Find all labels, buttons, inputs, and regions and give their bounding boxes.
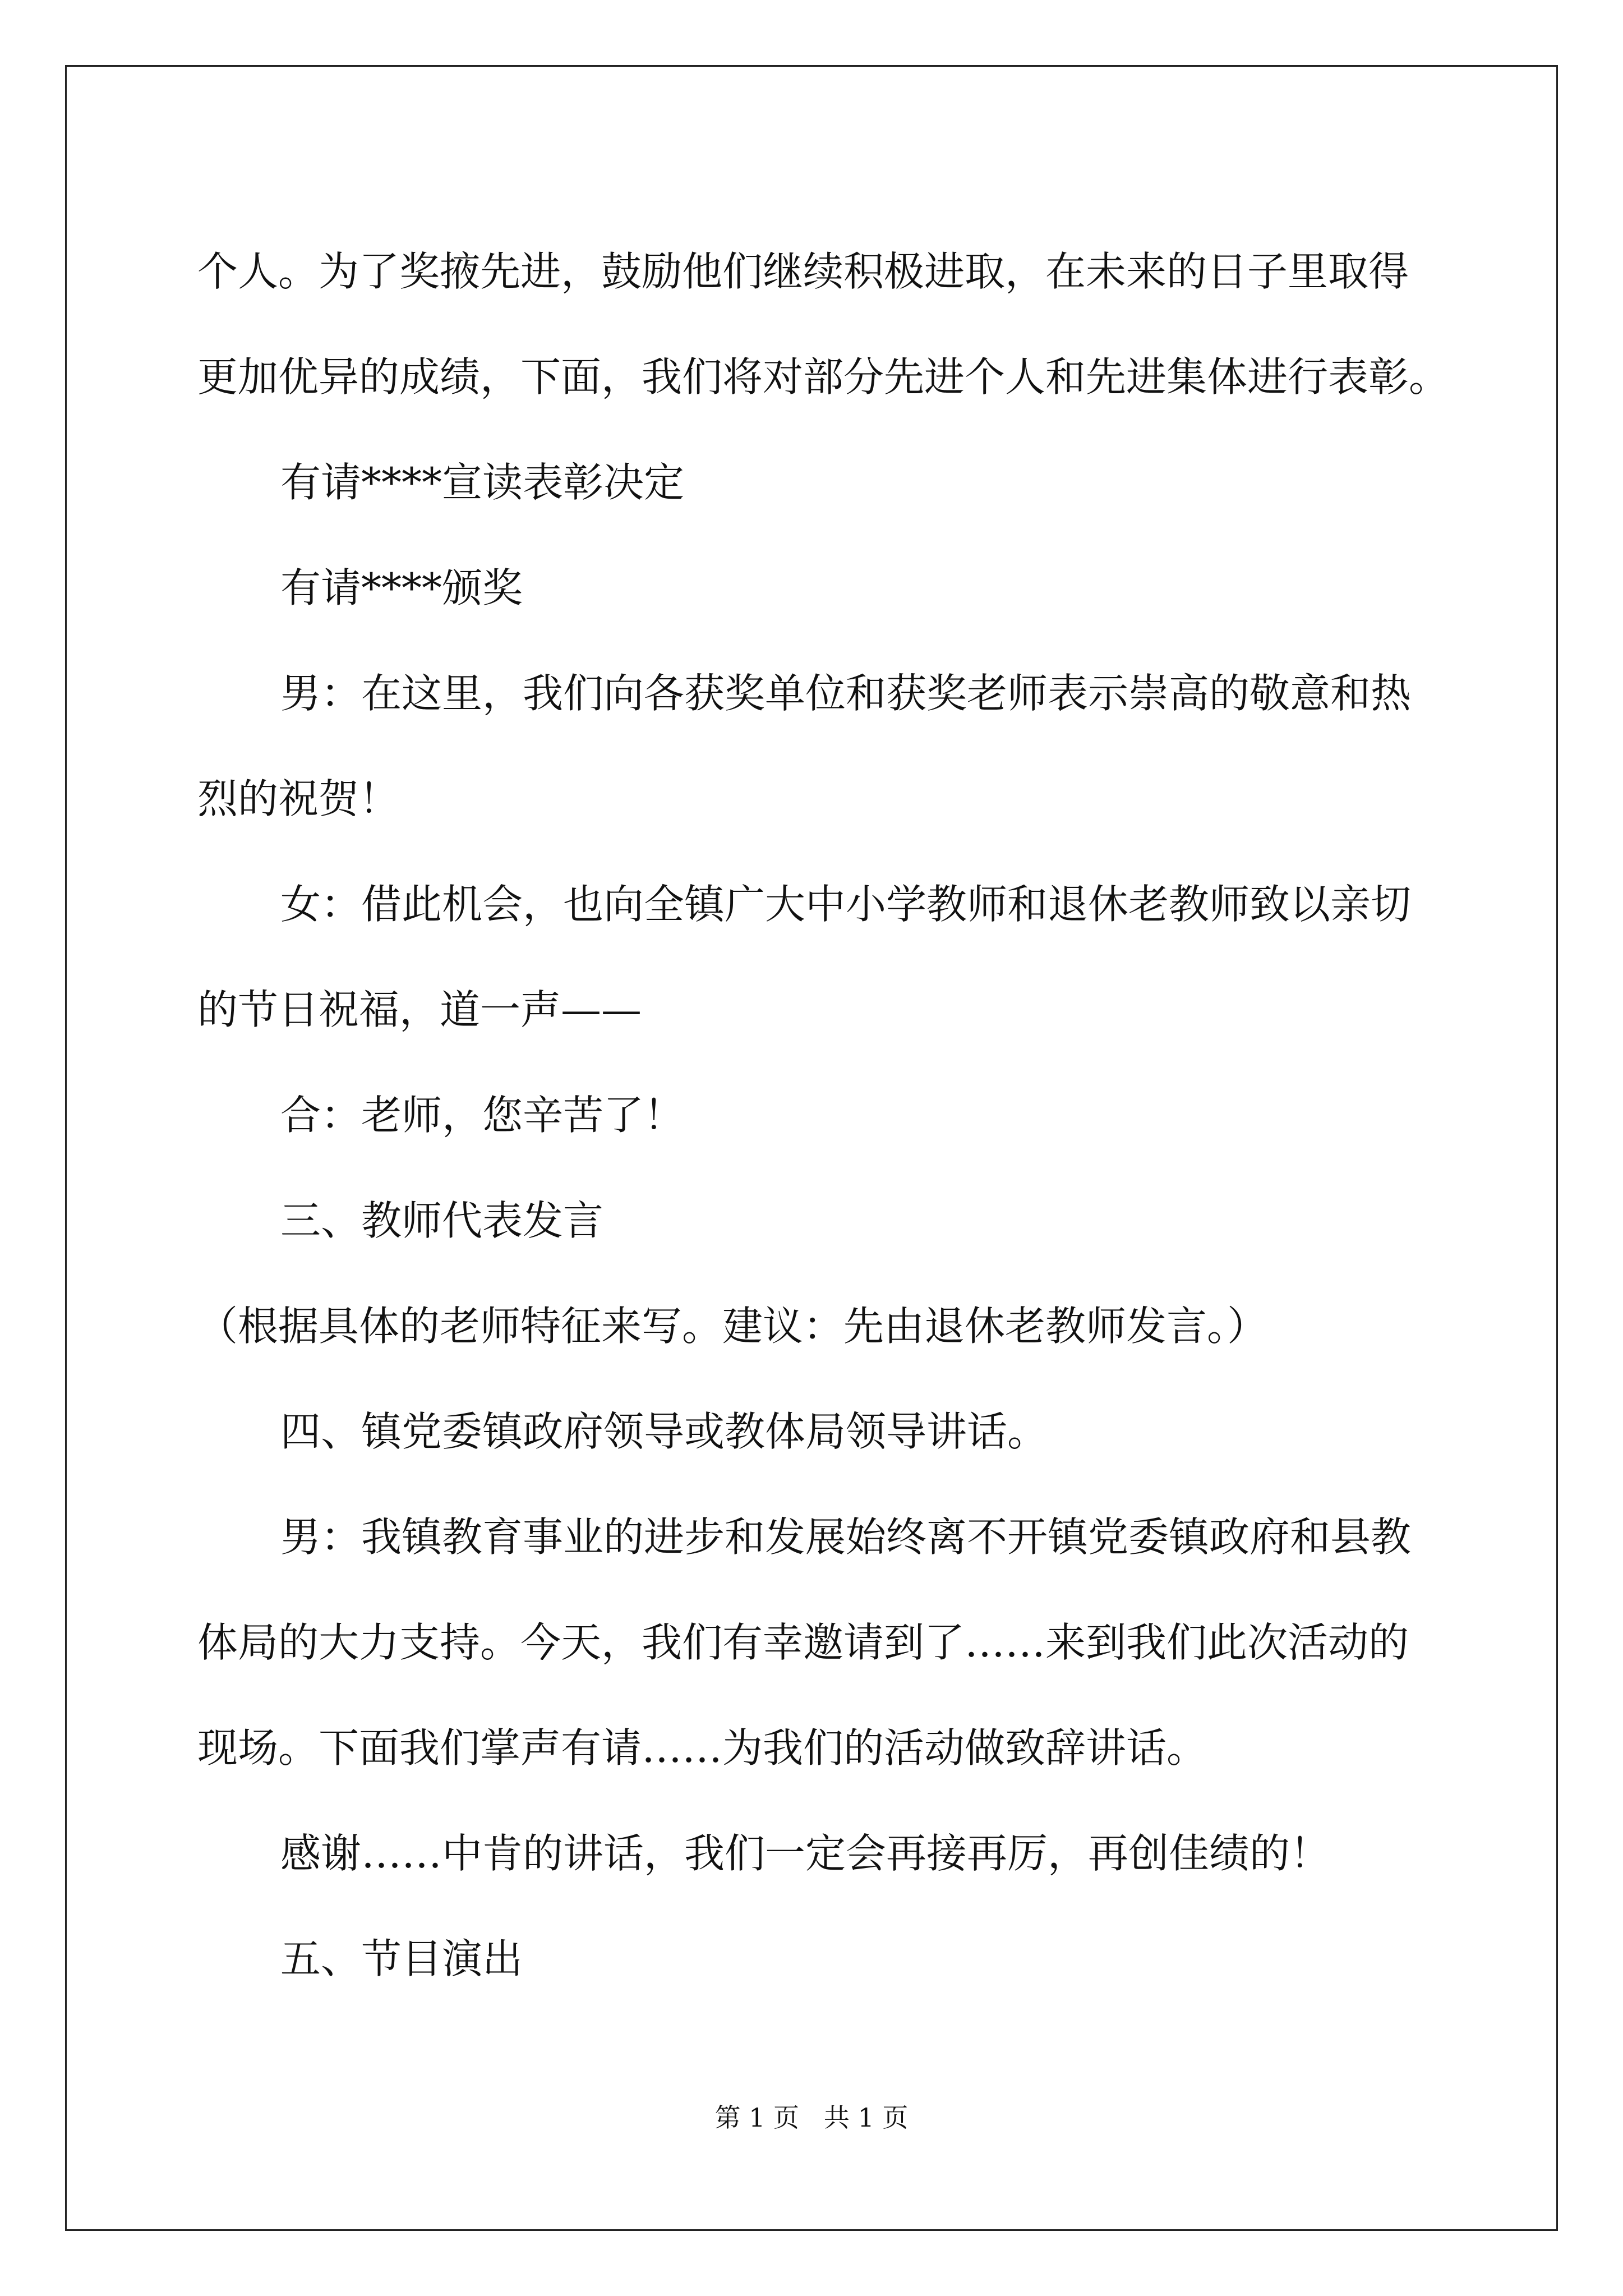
paragraph-line: 有请****颁奖 [280,564,523,611]
paragraph-line: 女：借此机会，也向全镇广大中小学教师和退休老教师致以亲切 [280,881,1412,928]
paragraph-line: 男：我镇教育事业的进步和发展始终离不开镇党委镇政府和县教 [280,1513,1412,1561]
page-footer: 第 1 页 共 1 页 [714,2102,909,2133]
paragraph-line: 个人。为了奖掖先进，鼓励他们继续积极进取，在未来的日子里取得 [197,248,1409,295]
section-heading: 三、教师代表发言 [280,1197,604,1244]
paragraph-line: （根据具体的老师特征来写。建议：先由退休老教师发言。） [197,1303,1268,1350]
paragraph-line: 更加优异的成绩，下面，我们将对部分先进个人和先进集体进行表彰。 [197,353,1450,401]
section-heading: 四、镇党委镇政府领导或教体局领导讲话。 [280,1408,1048,1455]
paragraph-line: 烈的祝贺！ [197,775,400,822]
paragraph-line: 体局的大力支持。今天，我们有幸邀请到了……来到我们此次活动的 [197,1619,1409,1666]
paragraph-line: 男：在这里，我们向各获奖单位和获奖老师表示崇高的敬意和热 [280,670,1412,717]
paragraph-line: 现场。下面我们掌声有请……为我们的活动做致辞讲话。 [197,1724,1207,1772]
paragraph-line: 合：老师，您辛苦了！ [280,1092,685,1139]
document-body [197,219,1450,2012]
paragraph-line: 感谢……中肯的讲话，我们一定会再接再厉，再创佳绩的！ [280,1830,1331,1877]
paragraph-line: 的节日祝福，道一声—— [197,986,642,1033]
section-heading: 五、节目演出 [280,1935,523,1982]
paragraph-line: 有请****宣读表彰决定 [280,459,685,506]
